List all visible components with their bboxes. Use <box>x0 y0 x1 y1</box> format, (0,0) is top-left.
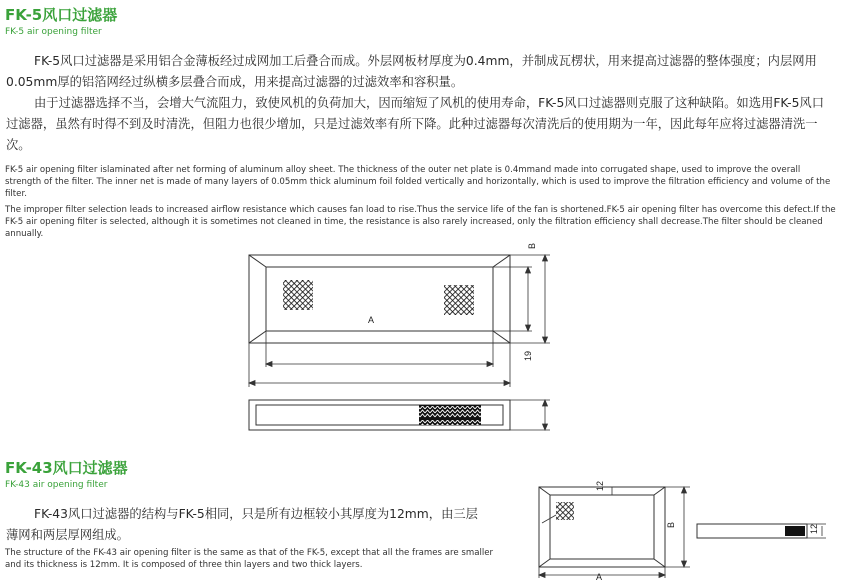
fk43-label-b: B <box>666 521 677 529</box>
fk43-label-12-top: 12 <box>595 480 606 492</box>
fk43-label-12-side: 12 <box>809 523 820 535</box>
section2-subtitle: FK-43 air opening filter <box>5 480 108 490</box>
section1-title: FK-5风口过滤器 <box>5 6 118 24</box>
fk5-label-a: A <box>368 315 375 325</box>
section1-subtitle: FK-5 air opening filter <box>5 27 102 37</box>
section2-cn-paragraph-1: FK-43风口过滤器的结构与FK-5相同，只是所有边框较小其厚度为12mm，由三层薄网和两层厚网组成。 <box>6 507 478 542</box>
section2-en-paragraph-1: The structure of the FK-43 air opening filter is the same as that of the FK-5, except that all the frames are smaller and its thickness is 12mm. It is composed of three thin layers and two thick layers. <box>5 548 494 570</box>
section1-cn-paragraph-1: FK-5风口过滤器是采用铝合金薄板经过成网加工后叠合而成。外层网板材厚度为0.4mm，并制成瓦楞状，用来提高过滤器的整体强度；内层网用0.05mm厚的铝箔网经过纵横多层叠合而成，用来提高过滤器的过滤效率和容积量。 <box>6 54 817 89</box>
fk43-front-view <box>539 487 665 567</box>
fk5-label-19: 19 <box>523 350 534 362</box>
section1-cn-paragraph-2: 由于过滤器选择不当，会增大气流阻力，致使风机的负荷加大，因而缩短了风机的使用寿命，FK-5风口过滤器则克服了这种缺陷。如选用FK-5风口过滤器，虽然有时得不到及时清洗，但阻力也很少增加，只是过滤效率有所下降。此种过滤器每次清洗后的使用期为一年，因此每年应将过滤器清洗一次。 <box>6 96 825 152</box>
fk5-label-b: B <box>527 242 538 250</box>
fk43-side-mesh <box>785 526 805 536</box>
section1-en-paragraph-2: The improper filter selection leads to increased airflow resistance which causes fan load to rise.Thus the service life of the fan is shortened.FK-5 air opening filter has overcome this defect.If the FK-5 air opening filter is selected, although it is sometimes not cleaned in time, the resistance is also rarely increased, only the filtration efficiency shall decrease.The filter should be cleaned annually. <box>5 205 836 239</box>
fk43-mesh <box>556 502 574 520</box>
fk43-dimension-12-top <box>542 487 612 523</box>
section2-title: FK-43风口过滤器 <box>5 459 128 477</box>
fk43-label-a: A <box>596 572 603 582</box>
section1-en-paragraph-1: FK-5 air opening filter islaminated after net forming of aluminum alloy sheet. The thickness of the outer net plate is 0.4mmand made into corrugated shape, used to improve the overall strength of the filter. The inner net is made of many layers of 0.05mm thick aluminum foil folded vertically and horizontally, which is used to improve the filtration efficiency and volume of the filter. <box>5 165 831 199</box>
